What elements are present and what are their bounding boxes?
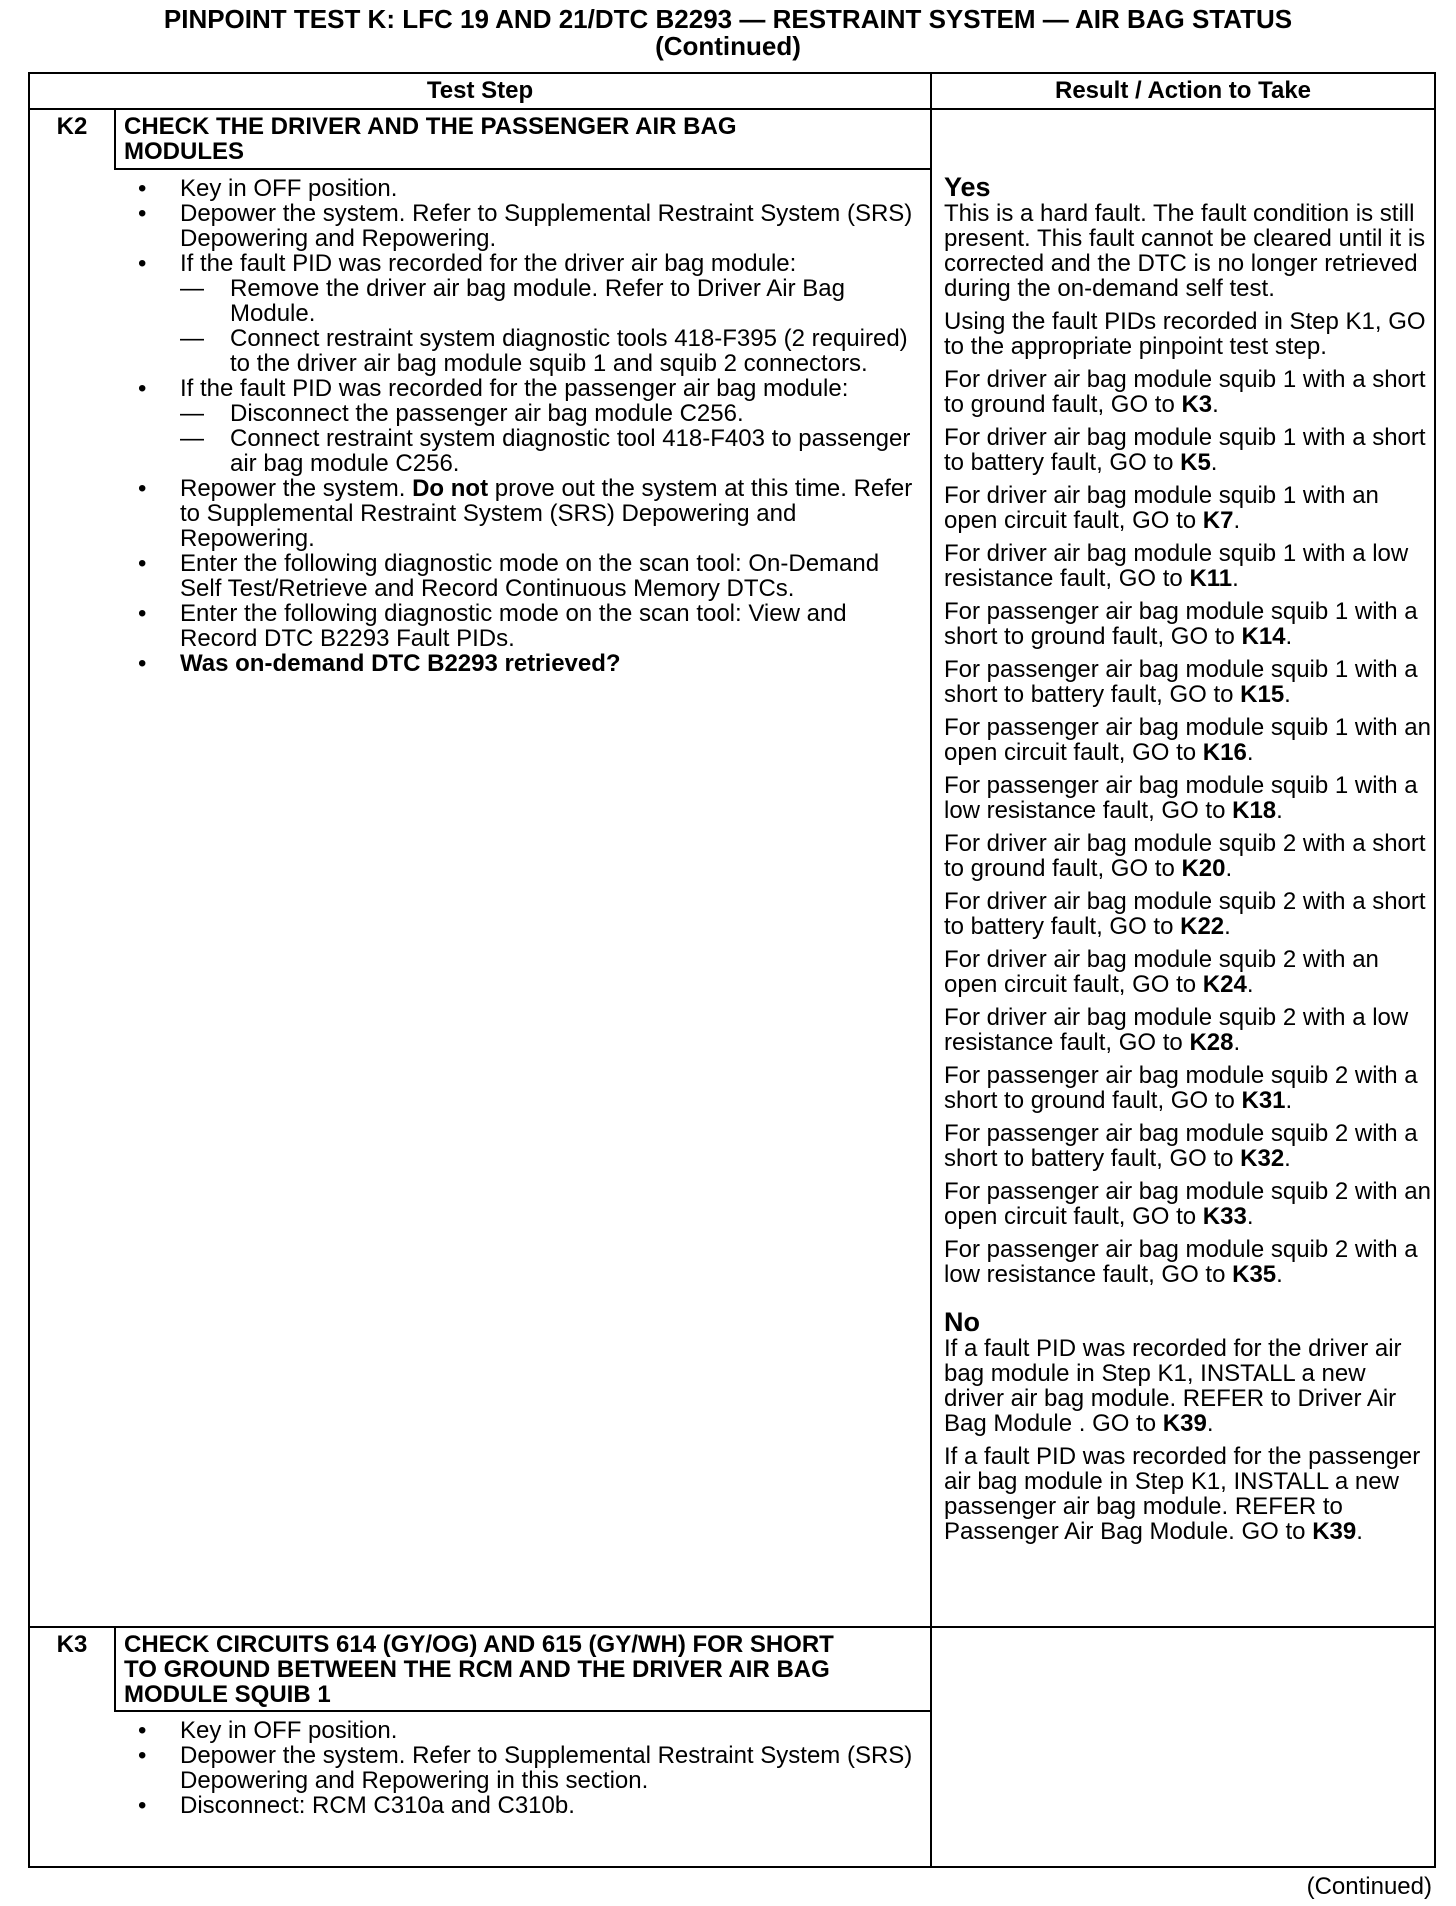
- goto-step-link: K3: [1181, 391, 1213, 418]
- goto-step-link: K20: [1181, 855, 1226, 882]
- step-title-k2-line1: CHECK THE DRIVER AND THE PASSENGER AIR BAG: [124, 113, 737, 140]
- list-item: • Disconnect: RCM C310a and C310b.: [130, 1793, 920, 1818]
- k3-step-list: [130, 1718, 920, 1818]
- k2-title-divider: [114, 168, 930, 170]
- column-header-test-step: Test Step: [426, 77, 534, 104]
- header-divider: [30, 108, 1434, 110]
- sub-list-item: — Connect restraint system diagnostic tools 418-F395 (2 required) to the driver air bag module squib 1 and squib 2 connectors.: [180, 326, 920, 376]
- goto-item: For passenger air bag module squib 2 with an open circuit fault, GO to K33.: [944, 1178, 1431, 1230]
- step-title-k3-line3: MODULE SQUIB 1: [124, 1681, 331, 1708]
- goto-item: For passenger air bag module squib 2 with a short to battery fault, GO to K32.: [944, 1120, 1418, 1172]
- goto-step-link: K31: [1241, 1087, 1286, 1114]
- list-item: • Was on-demand DTC B2293 retrieved?: [130, 651, 920, 676]
- goto-step-link: K24: [1202, 971, 1247, 998]
- goto-item: For driver air bag module squib 1 with an open circuit fault, GO to K7.: [944, 482, 1379, 534]
- goto-step-link: K14: [1241, 623, 1286, 650]
- yes-text: This is a hard fault. The fault condition is still present. This fault cannot be cleared until it is corrected and the DTC is no longer retrieved during the on-demand self test.: [944, 200, 1426, 302]
- goto-step-link: K39: [1312, 1518, 1357, 1545]
- goto-item: For passenger air bag module squib 2 with a low resistance fault, GO to K35.: [944, 1236, 1418, 1288]
- goto-step-link: K16: [1202, 739, 1247, 766]
- sub-list: [180, 276, 920, 376]
- list-item: • Enter the following diagnostic mode on the scan tool: On-Demand Self Test/Retrieve and Record Continuous Memory DTCs.: [130, 551, 920, 601]
- footer-continued: (Continued): [1306, 1873, 1432, 1900]
- no-item: If a fault PID was recorded for the driver air bag module in Step K1, INSTALL a new driver air bag module. REFER to Driver Air Bag Module . GO to K39.: [944, 1335, 1402, 1437]
- list-item: • If the fault PID was recorded for the driver air bag module: — Remove the driver air bag module. Refer to Driver Air Bag Module. — Connect restraint system diagnostic tools 418-F395 (2 required) to the driver air bag module squib 1 and squib 2 connectors.: [130, 251, 920, 376]
- test-table: [28, 72, 1436, 1868]
- yes-label: Yes: [944, 172, 991, 202]
- goto-step-link: K28: [1189, 1029, 1234, 1056]
- goto-step-link: K5: [1180, 449, 1211, 476]
- goto-item: For driver air bag module squib 2 with an open circuit fault, GO to K24.: [944, 946, 1379, 998]
- k2-id-divider: [114, 110, 116, 168]
- list-item: • Repower the system. Do not prove out the system at this time. Refer to Supplemental Restraint System (SRS) Depowering and Repowering.: [130, 476, 920, 551]
- goto-step-link: K33: [1202, 1203, 1247, 1230]
- goto-step-link: K22: [1180, 913, 1225, 940]
- step-title-k3-line2: TO GROUND BETWEEN THE RCM AND THE DRIVER AIR BAG: [124, 1656, 830, 1683]
- goto-item: For passenger air bag module squib 2 with a short to ground fault, GO to K31.: [944, 1062, 1418, 1114]
- goto-item: For driver air bag module squib 2 with a low resistance fault, GO to K28.: [944, 1004, 1409, 1056]
- column-divider: [930, 74, 932, 1866]
- k3-title-divider: [114, 1710, 930, 1712]
- goto-step-link: K32: [1240, 1145, 1285, 1172]
- goto-item: For passenger air bag module squib 1 with a short to battery fault, GO to K15.: [944, 656, 1418, 708]
- list-item: • If the fault PID was recorded for the passenger air bag module: — Disconnect the passenger air bag module C256. — Connect restraint system diagnostic tool 418-F403 to passenger air bag module C256.: [130, 376, 920, 476]
- title-continued: (Continued): [655, 31, 801, 61]
- step-title-k2-line2: MODULES: [124, 138, 244, 165]
- title-main: PINPOINT TEST K: LFC 19 AND 21/DTC B2293 — RESTRAINT SYSTEM — AIR BAG STATUS: [163, 4, 1293, 34]
- step-title-k2: [124, 114, 924, 164]
- k3-row-divider: [30, 1626, 1434, 1628]
- step-id-k3: K3: [56, 1631, 88, 1658]
- goto-item: For driver air bag module squib 1 with a short to battery fault, GO to K5.: [944, 424, 1426, 476]
- no-label: No: [944, 1307, 980, 1337]
- goto-item: For driver air bag module squib 1 with a low resistance fault, GO to K11.: [944, 540, 1409, 592]
- sub-list-item: — Connect restraint system diagnostic tool 418-F403 to passenger air bag module C256.: [180, 426, 920, 476]
- goto-item: For driver air bag module squib 1 with a short to ground fault, GO to K3.: [944, 366, 1426, 418]
- k2-results: [944, 174, 1432, 1552]
- list-item: • Key in OFF position.: [130, 176, 920, 201]
- goto-item: For driver air bag module squib 2 with a short to ground fault, GO to K20.: [944, 830, 1426, 882]
- goto-step-link: K7: [1202, 507, 1234, 534]
- goto-item: For driver air bag module squib 2 with a short to battery fault, GO to K22.: [944, 888, 1426, 940]
- goto-step-link: K35: [1232, 1261, 1277, 1288]
- k3-id-divider: [114, 1628, 116, 1710]
- goto-step-link: K11: [1189, 565, 1233, 592]
- list-item: • Depower the system. Refer to Supplemental Restraint System (SRS) Depowering and Repowering in this section.: [130, 1743, 920, 1793]
- step-title-k3: [124, 1632, 924, 1707]
- no-list: [944, 1336, 1432, 1544]
- step-id-k2: K2: [56, 113, 88, 140]
- goto-list: [944, 367, 1432, 1287]
- goto-item: For passenger air bag module squib 1 with an open circuit fault, GO to K16.: [944, 714, 1431, 766]
- list-item: • Key in OFF position.: [130, 1718, 920, 1743]
- column-header-result: Result / Action to Take: [1054, 77, 1312, 104]
- step-title-k3-line1: CHECK CIRCUITS 614 (GY/OG) AND 615 (GY/WH) FOR SHORT: [124, 1631, 834, 1658]
- goto-step-link: K18: [1232, 797, 1277, 824]
- sub-list-item: — Disconnect the passenger air bag module C256.: [180, 401, 920, 426]
- yes-intro: Using the fault PIDs recorded in Step K1, GO to the appropriate pinpoint test step.: [944, 308, 1426, 360]
- sub-list-item: — Remove the driver air bag module. Refer to Driver Air Bag Module.: [180, 276, 920, 326]
- goto-item: For passenger air bag module squib 1 with a low resistance fault, GO to K18.: [944, 772, 1418, 824]
- sub-list: [180, 401, 920, 476]
- k2-step-list: [130, 176, 920, 676]
- list-item: • Depower the system. Refer to Supplemental Restraint System (SRS) Depowering and Repowering.: [130, 201, 920, 251]
- goto-step-link: K39: [1162, 1410, 1207, 1437]
- no-item: If a fault PID was recorded for the passenger air bag module in Step K1, INSTALL a new passenger air bag module. REFER to Passenger Air Bag Module. GO to K39.: [944, 1443, 1421, 1545]
- goto-step-link: K15: [1240, 681, 1285, 708]
- page-title: [0, 6, 1456, 60]
- goto-item: For passenger air bag module squib 1 with a short to ground fault, GO to K14.: [944, 598, 1418, 650]
- list-item: • Enter the following diagnostic mode on the scan tool: View and Record DTC B2293 Fault PIDs.: [130, 601, 920, 651]
